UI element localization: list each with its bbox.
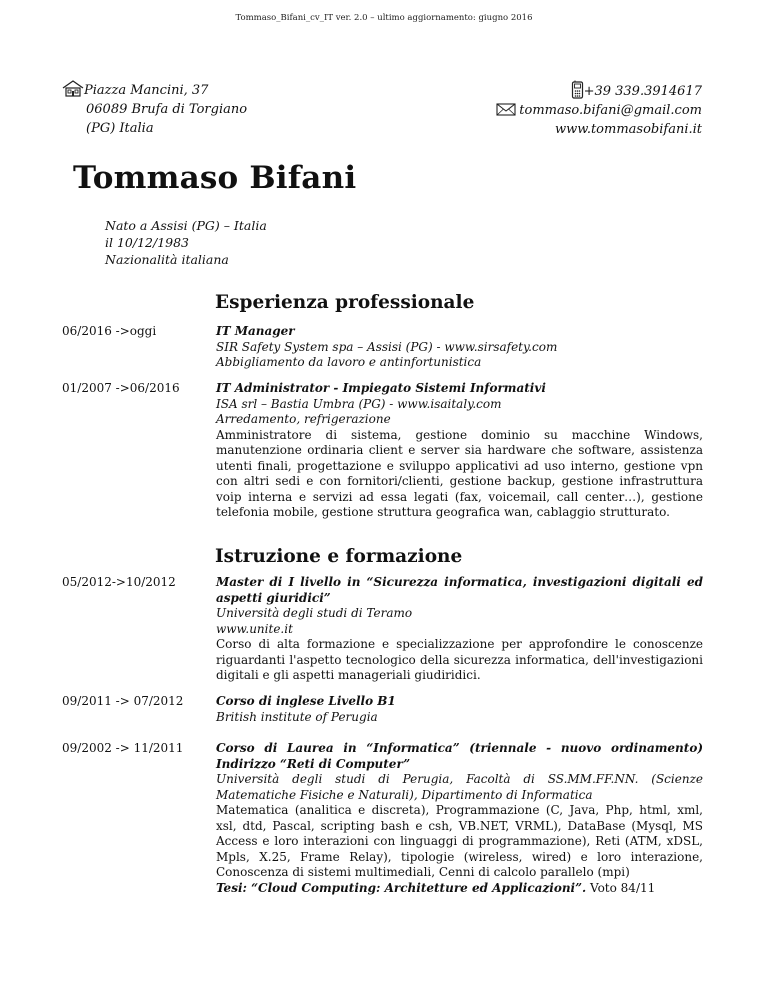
entry-date: 09/2002 -> 11/2011 [62, 741, 184, 755]
entry-company: SIR Safety System spa – Assisi (PG) - www.sirsafety.com [216, 339, 558, 354]
entry-grade: Voto 84/11 [586, 880, 656, 895]
entry-website[interactable]: www.unite.it [216, 621, 293, 636]
nationality: Nazionalità italiana [105, 252, 229, 267]
email-line [496, 101, 702, 120]
home-icon [62, 80, 84, 97]
entry-sector: Abbigliamento da lavoro e antinfortunistica [216, 355, 482, 369]
birth-date: il 10/12/1983 [105, 235, 190, 250]
phone-line [496, 80, 702, 101]
entry-content [216, 324, 703, 371]
entry-content [216, 381, 703, 521]
contacts-block [496, 80, 702, 139]
entry-date: 01/2007 ->06/2016 [62, 381, 180, 395]
envelope-icon [496, 103, 516, 116]
phone-number: +39 339.3914617 [583, 84, 702, 99]
website-link[interactable]: www.tommasobifani.it [554, 122, 702, 137]
entry-content [216, 741, 703, 896]
entry-role: IT Manager [216, 324, 295, 338]
address-block [62, 80, 247, 138]
entry-description: Corso di alta formazione e specializzazione per approfondire le conoscenze riguardanti l'aspetto tecnologico della sicurezza informatica, dell'investigazioni digitali e gli aspetti manageriali giudiridici. [216, 637, 703, 682]
entry-content [216, 694, 703, 725]
entry-description: Amministratore di sistema, gestione dominio su macchine Windows, manutenzione ordinaria client e server sia hardware che software, assistenza utenti finali, progettazione e sviluppo applicativi ad uso interno, gestione vpn con altri sedi e con fornitori/clienti, gestione backup, gestione infrastruttura voip interna e servizi ad essa legati (fax, voicemail, call center…), gestione telefonia mobile, gestione struttura geografica wan, cablaggio strutturato. [216, 427, 703, 519]
entry-course: Corso di Laurea in “Informatica” (triennale - nuovo ordinamento) Indirizzo “Reti di Computer” [216, 741, 703, 771]
entry-thesis: Tesi: “Cloud Computing: Architetture ed Applicazioni”. [216, 880, 587, 895]
address-line-2: 06089 Brufa di Torgiano [86, 102, 248, 117]
section-title-education: Istruzione e formazione [215, 546, 463, 567]
entry-date: 09/2011 -> 07/2012 [62, 694, 184, 708]
entry-institution: British institute of Perugia [216, 709, 378, 724]
entry-content [216, 575, 703, 684]
section-title-experience: Esperienza professionale [215, 292, 475, 313]
address-line-1: Piazza Mancini, 37 [62, 80, 247, 100]
document-header-note: Tommaso_Bifani_cv_IT ver. 2.0 – ultimo aggiornamento: giugno 2016 [235, 13, 533, 23]
entry-sector: Arredamento, refrigerazione [216, 412, 391, 426]
address-line-3: (PG) Italia [86, 121, 154, 136]
entry-company: ISA srl – Bastia Umbra (PG) - www.isaitaly.com [216, 396, 502, 411]
entry-course: Master di I livello in “Sicurezza informatica, investigazioni digitali ed aspetti giuridici” [216, 575, 703, 605]
email-link[interactable]: tommaso.bifani@gmail.com [519, 103, 702, 118]
entry-date: 05/2012->10/2012 [62, 575, 176, 589]
entry-description: Matematica (analitica e discreta), Programmazione (C, Java, Php, html, xml, xsl, dtd, Pascal, scripting bash e csh, VB.NET, VRML), DataBase (Mysql, MS Access e loro interazioni con linguaggi di programmazione), Reti (ATM, xDSL, Mpls, X.25, Frame Relay), tipologie (wireless, wired) e loro interazione, Conoscenza di sistemi multimediali, Cenni di calcolo parallelo (mpi) [216, 803, 703, 879]
birth-place: Nato a Assisi (PG) – Italia [105, 218, 267, 233]
entry-institution: Università degli studi di Perugia, Facoltà di SS.MM.FF.NN. (Scienze Matematiche Fisiche e Naturali), Dipartimento di Informatica [216, 772, 703, 802]
entry-role: IT Administrator - Impiegato Sistemi Informativi [216, 381, 546, 395]
entry-institution: Università degli studi di Teramo [216, 606, 413, 620]
mobile-phone-icon [571, 80, 584, 99]
entry-date: 06/2016 ->oggi [62, 324, 157, 338]
person-name: Tommaso Bifani [73, 160, 357, 196]
entry-course: Corso di inglese Livello B1 [216, 694, 396, 708]
personal-info [105, 217, 267, 268]
entry-thesis-line [216, 881, 703, 897]
